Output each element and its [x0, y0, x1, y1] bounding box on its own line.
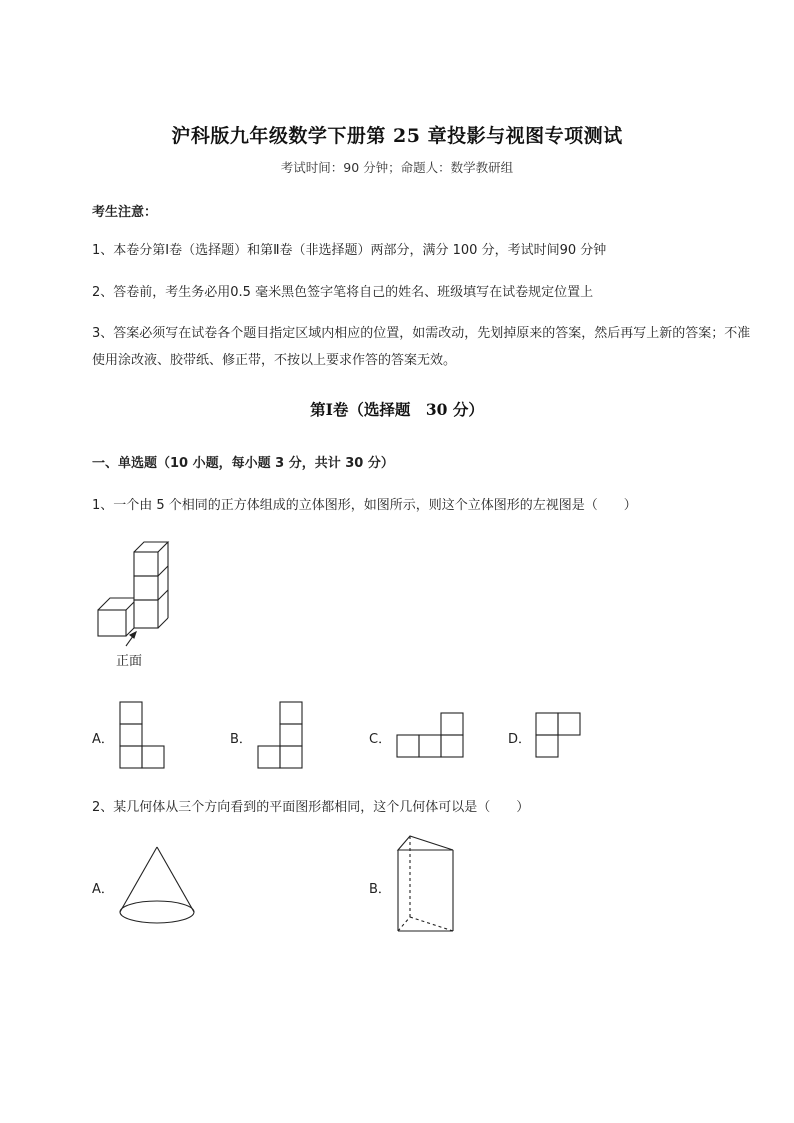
- q1-option-a-figure[interactable]: [119, 701, 167, 771]
- notice-item-1: 1、本卷分第Ⅰ卷（选择题）和第Ⅱ卷（非选择题）两部分，满分 100 分，考试时间90 分钟: [92, 243, 607, 258]
- q1-option-d-label[interactable]: D．: [508, 732, 532, 747]
- q2-option-b-label[interactable]: B．: [369, 882, 391, 897]
- question-2-text: 2、某几何体从三个方向看到的平面图形都相同，这个几何体可以是（ ）: [92, 800, 530, 815]
- q1-option-a-label[interactable]: A．: [92, 732, 114, 747]
- section-title: 第Ⅰ卷（选择题 30 分）: [310, 400, 484, 419]
- exam-info: 考试时间：90 分钟；命题人：数学教研组: [280, 160, 514, 175]
- front-view-label: 正面: [116, 654, 143, 669]
- part-heading: 一、单选题（10 小题，每小题 3 分，共计 30 分）: [92, 456, 394, 471]
- q1-option-b-label[interactable]: B．: [230, 732, 252, 747]
- question-1-solid-figure: [90, 538, 180, 668]
- q1-option-b-figure[interactable]: [257, 701, 305, 771]
- page-title: 沪科版九年级数学下册第 25 章投影与视图专项测试: [171, 125, 623, 147]
- notice-item-2: 2、答卷前，考生务必用0.5 毫米黑色签字笔将自己的姓名、班级填写在试卷规定位置上: [92, 285, 594, 300]
- notice-item-3: 3、答案必须写在试卷各个题目指定区域内相应的位置，如需改动，先划掉原来的答案，然后再写上新的答案；不准使用涂改液、胶带纸、修正带，不按以上要求作答的答案无效。: [92, 326, 751, 368]
- q2-option-a-label[interactable]: A．: [92, 882, 114, 897]
- q1-option-d-figure[interactable]: [535, 712, 583, 760]
- q2-option-a-cone-figure[interactable]: [118, 846, 200, 926]
- notice-heading: 考生注意：: [92, 205, 158, 220]
- q1-option-c-label[interactable]: C．: [369, 732, 392, 747]
- q1-option-c-figure[interactable]: [396, 712, 466, 760]
- q2-option-b-prism-figure[interactable]: [396, 834, 456, 936]
- question-1-text: 1、一个由 5 个相同的正方体组成的立体图形，如图所示，则这个立体图形的左视图是（ ）: [92, 498, 637, 513]
